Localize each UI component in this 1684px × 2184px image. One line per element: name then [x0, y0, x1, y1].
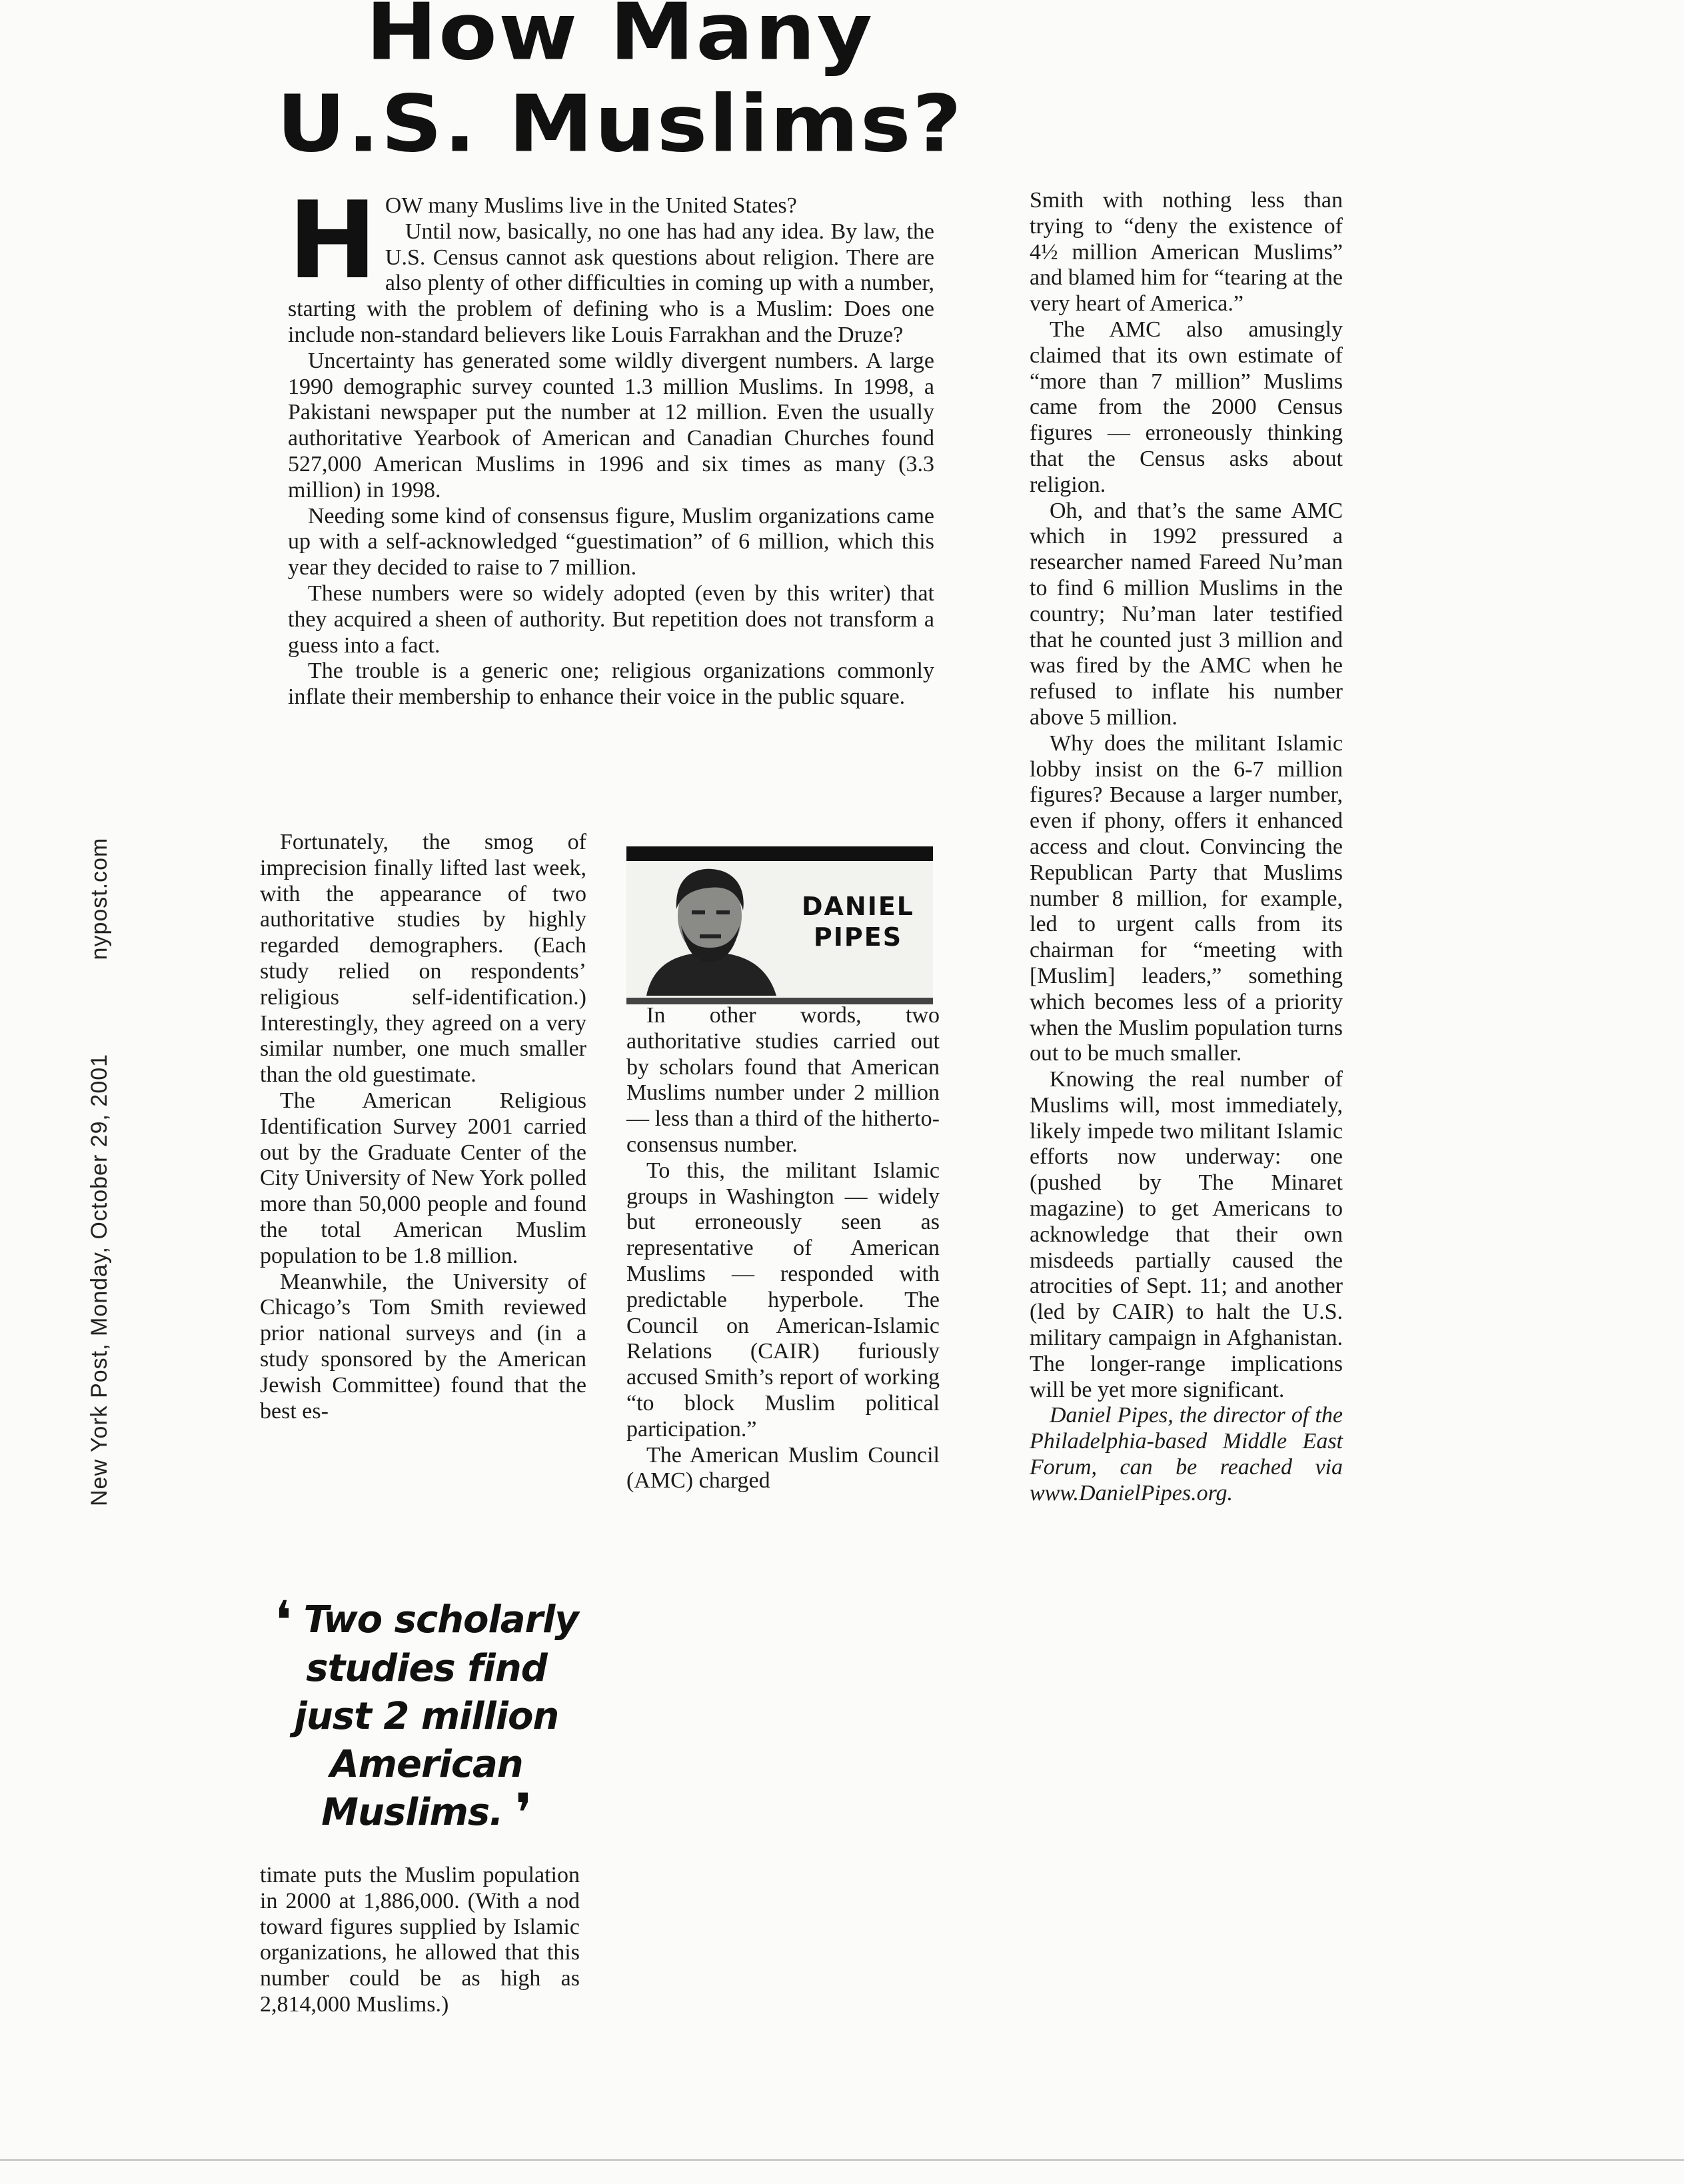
paragraph: Uncertainty has generated some wildly divergent numbers. A large 1990 demographic survey counted 1.3 million Muslims. In 1998, a Pakistani newspaper put the number at 12 million. Even the usually authoritative Yearbook of American and Canadian Churches found 527,000 American Muslims in 1996 and six times as many (3.3 million) in 1998.	[288, 348, 934, 503]
paragraph: Smith with nothing less than trying to “deny the existence of 4½ million American Muslims” and blamed him for “tearing at the very heart of America.”	[1030, 188, 1343, 317]
author-signoff: Daniel Pipes, the director of the Philadelphia-based Middle East Forum, can be reached via www.DanielPipes.org.	[1030, 1403, 1343, 1506]
headline-line-1: How Many	[365, 0, 874, 79]
article-column-1-top	[288, 178, 934, 710]
pull-quote	[263, 1590, 590, 1844]
paragraph: Oh, and that’s the same AMC which in 1992 pressured a researcher named Fareed Nu’man to find 6 million Muslims in the country; Nu’man later testified that he counted just 3 million and was fired by the AMC when he refused to inflate his number above 5 million.	[1030, 498, 1343, 730]
article-column-3	[1030, 188, 1343, 1507]
paragraph: These numbers were so widely adopted (even by this writer) that they acquired a sheen of authority. But repetition does not transform a guess into a fact.	[288, 580, 934, 658]
paragraph: Meanwhile, the University of Chicago’s Tom Smith reviewed prior national surveys and (in a study sponsored by the American Jewish Committee) found that the best es-	[260, 1269, 586, 1424]
paragraph: timate puts the Muslim population in 2000 at 1,886,000. (With a nod toward figures supplied by Islamic organizations, he allowed that this number could be as high as 2,814,000 Muslims.)	[260, 1863, 580, 2017]
pull-quote-text: Two scholarly studies find just 2 million American Muslims.	[294, 1598, 578, 1834]
paragraph: Until now, basically, no one has had any idea. By law, the U.S. Census cannot ask questions about religion. There are also plenty of other difficulties in coming up with a number, starting with the problem of defining who is a Muslim: Does one include non-standard believers like Louis Farrakhan and the Druze?	[288, 219, 934, 347]
article-column-1-bottom	[260, 1863, 580, 2018]
headline-line-2: U.S. Muslims?	[276, 79, 964, 171]
byline-last-name: PIPES	[813, 922, 903, 952]
source-sidebar	[87, 773, 127, 1506]
author-photo	[633, 862, 786, 996]
article-column-1-middle	[260, 830, 586, 1424]
paragraph: Knowing the real number of Muslims will, most immediately, likely impede two militant Islamic efforts now underway: one (pushed by The Minaret magazine) to get Americans to acknowledge that their own misdeeds partially caused the atrocities of Sept. 11; and another (led by CAIR) to halt the U.S. military campaign in Afghanistan. The longer-range implications will be yet more significant.	[1030, 1067, 1343, 1402]
close-quote-mark: ❜	[515, 1782, 532, 1844]
byline-name	[783, 891, 933, 952]
paragraph: In other words, two authoritative studies carried out by scholars found that American Muslims number under 2 million — less than a third of the hitherto-consensus number.	[626, 1003, 940, 1157]
paragraph: Fortunately, the smog of imprecision finally lifted last week, with the appearance of two authoritative studies by highly regarded demographers. (Each study relied on respondents’ religious self-identification.) Interestingly, they agreed on a very similar number, one much smaller than the old guestimate.	[260, 830, 586, 1088]
paragraph: Needing some kind of consensus figure, Muslim organizations came up with a self-acknowledged “guestimation” of 6 million, which this year they decided to raise to 7 million.	[288, 503, 934, 580]
open-quote-mark: ❛	[275, 1590, 291, 1651]
source-url[interactable]: nypost.com	[87, 837, 112, 960]
source-citation: New York Post, Monday, October 29, 2001	[87, 1053, 112, 1506]
drop-cap: H	[288, 178, 377, 303]
page-bottom-rule	[0, 2159, 1684, 2161]
byline-first-name: DANIEL	[801, 892, 915, 921]
paragraph: The AMC also amusingly claimed that its own estimate of “more than 7 million” Muslims came from the 2000 Census figures — erroneously thinking that the Census asks about religion.	[1030, 317, 1343, 497]
article-column-2	[626, 1003, 940, 1494]
paragraph: The American Muslim Council (AMC) charged	[626, 1442, 940, 1494]
paragraph: To this, the militant Islamic groups in Washington — widely but erroneously seen as representative of American Muslims — responded with predictable hyperbole. The Council on American-Islamic Relations (CAIR) furiously accused Smith’s report of working “to block Muslim political participation.”	[626, 1158, 940, 1442]
byline-box	[626, 846, 933, 1004]
paragraph: OW many Muslims live in the United States?	[385, 193, 797, 218]
paragraph: The American Religious Identification Survey 2001 carried out by the Graduate Center of the City University of New York polled more than 50,000 people and found the total American Muslim population to be 1.8 million.	[260, 1088, 586, 1268]
paragraph: The trouble is a generic one; religious organizations commonly inflate their membership to enhance their voice in the public square.	[288, 658, 934, 710]
paragraph: Why does the militant Islamic lobby insist on the 6-7 million figures? Because a larger number, even if phony, offers it enhanced access and clout. Convincing the Republican Party that Muslims number 8 million, for example, led to urgent calls from its chairman for “meeting with [Muslim] leaders,” something which becomes less of a priority when the Muslim population turns out to be much smaller.	[1030, 730, 1343, 1066]
headline	[267, 0, 973, 171]
